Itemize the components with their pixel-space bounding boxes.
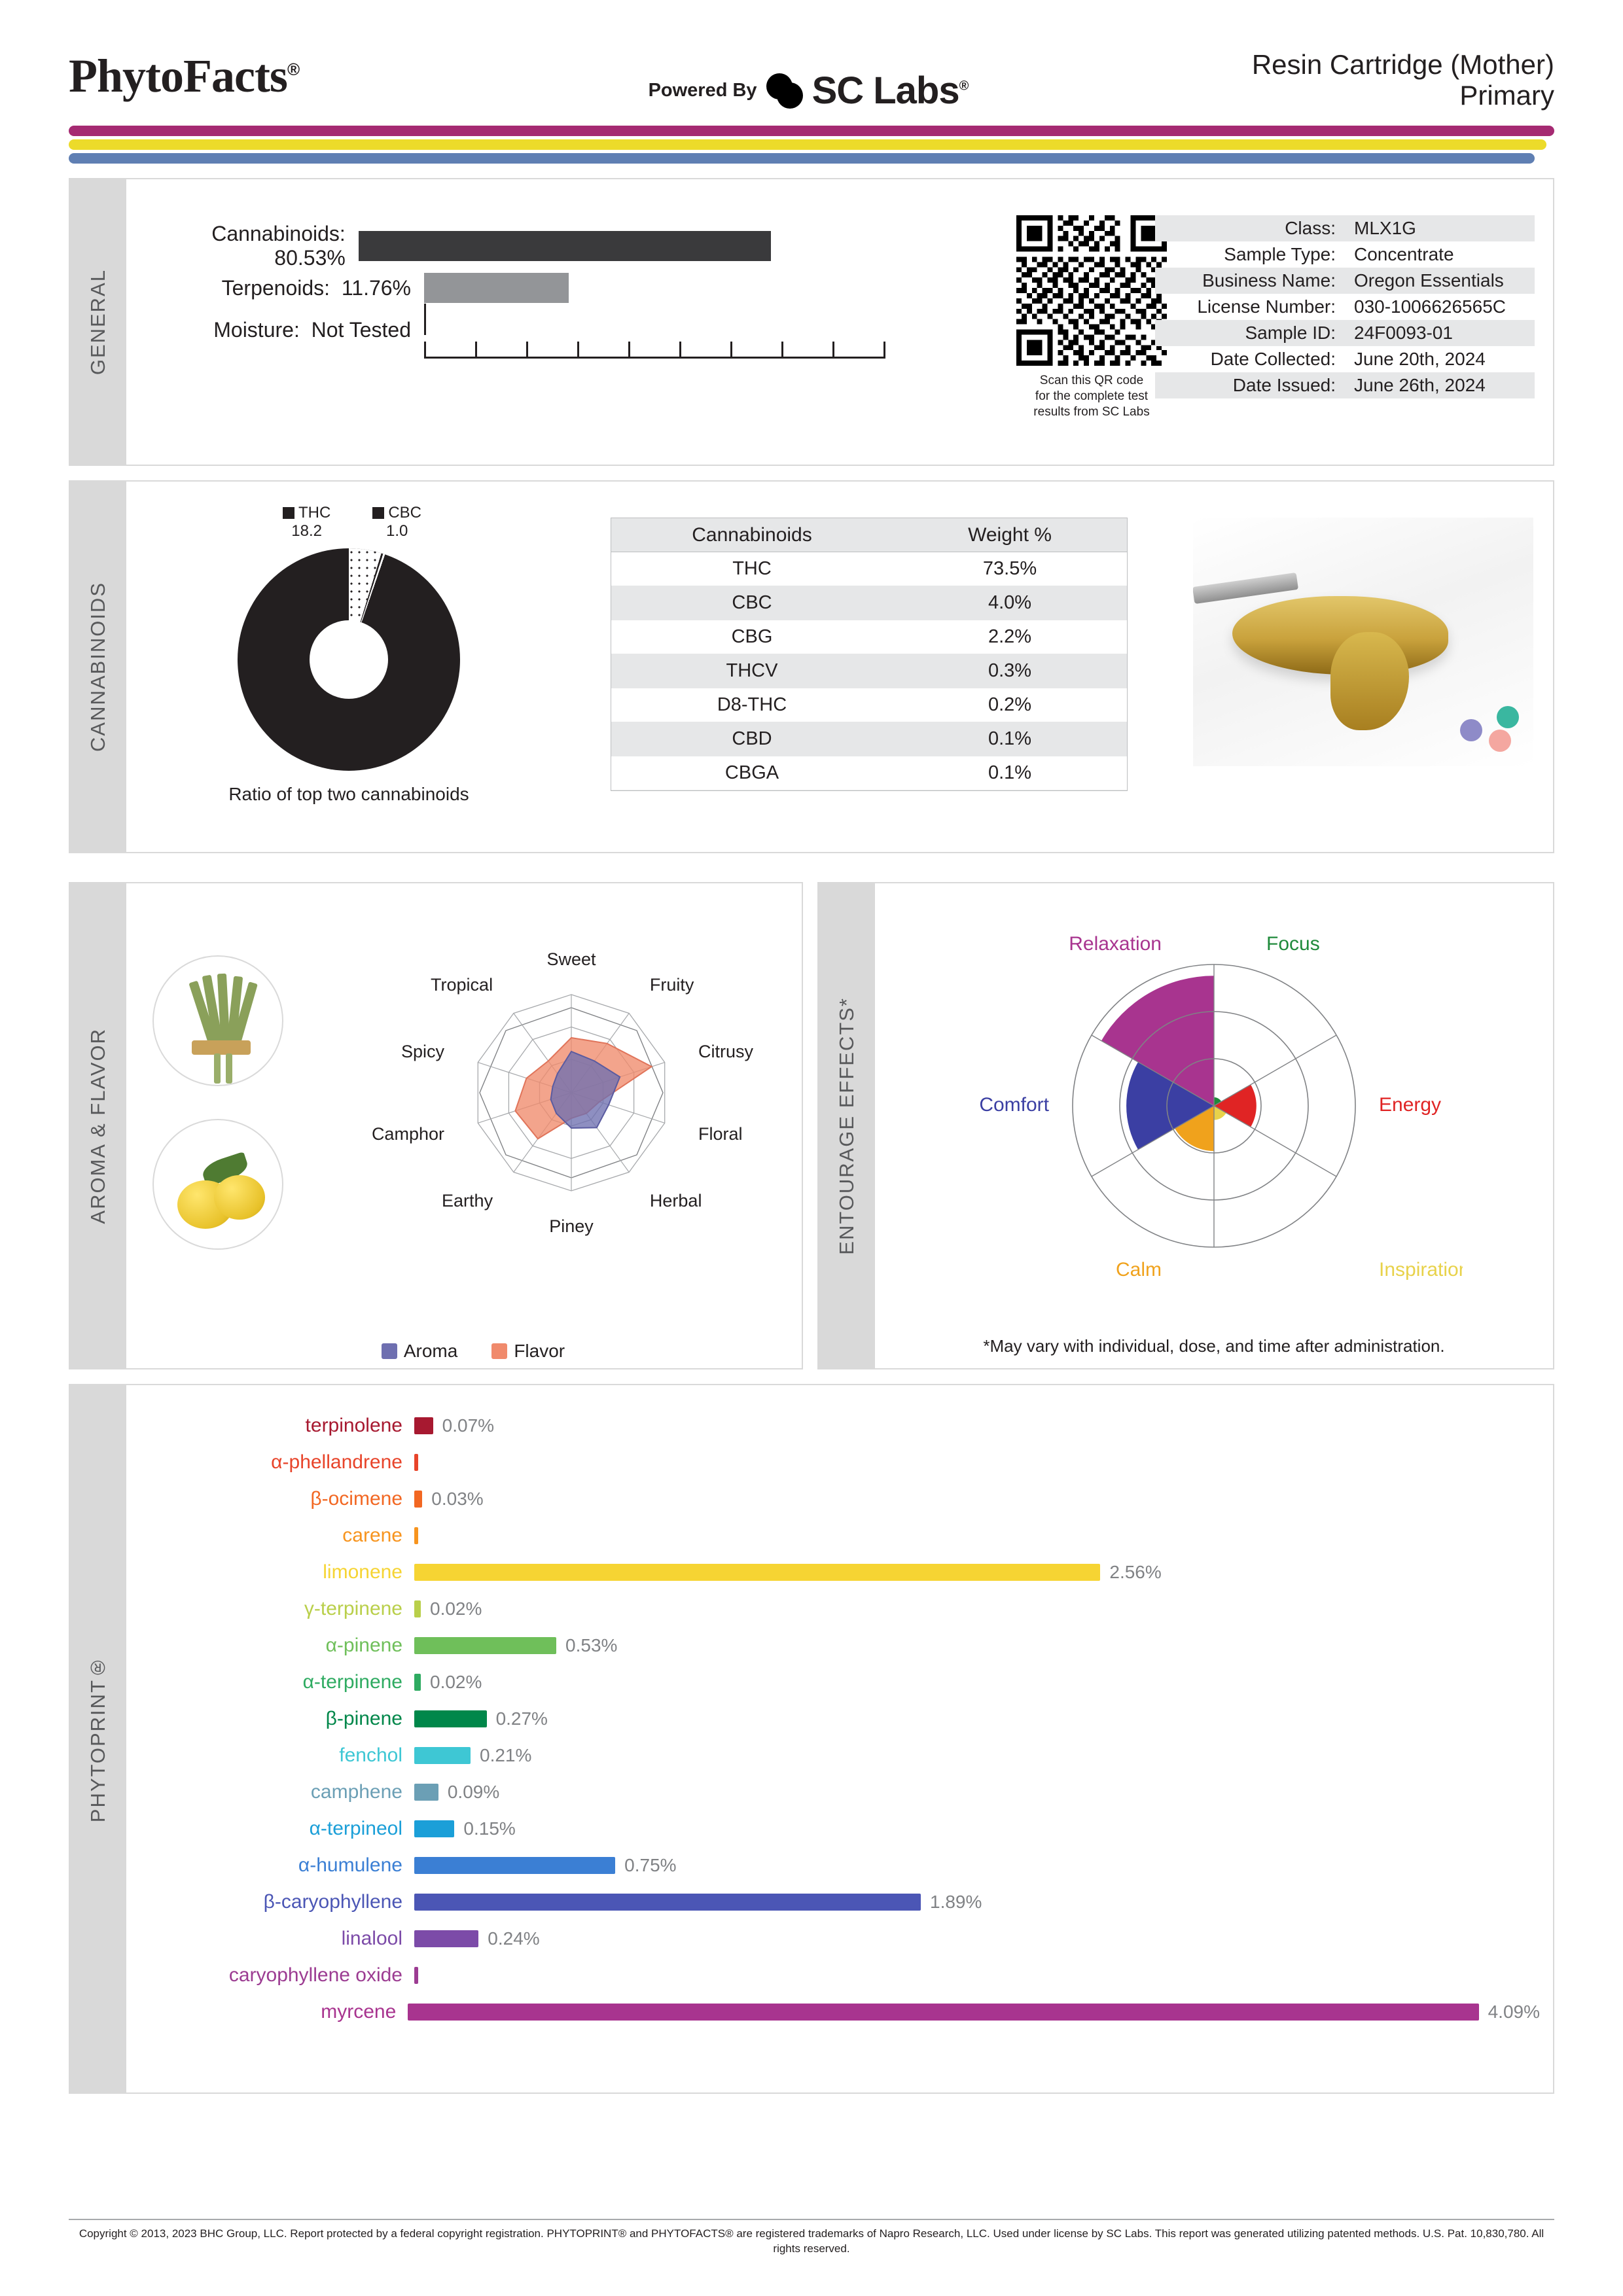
sc-labs-text: SC Labs xyxy=(812,69,959,112)
terpene-bar xyxy=(414,1491,422,1508)
donut-caption: Ratio of top two cannabinoids xyxy=(228,784,469,804)
table-row xyxy=(611,688,1127,722)
terpene-row xyxy=(126,1957,1540,1994)
metadata-row xyxy=(1155,320,1535,346)
cannabinoid-name: THCV xyxy=(726,660,778,681)
terpene-name: myrcene xyxy=(321,2001,397,2022)
terpene-name: β-ocimene xyxy=(310,1488,402,1510)
cannabinoid-weight: 0.1% xyxy=(988,728,1032,749)
phytofacts-logo xyxy=(69,49,299,103)
terpene-bar xyxy=(414,1674,421,1691)
terpene-row xyxy=(126,1737,1540,1774)
cannabinoids-total-label xyxy=(143,222,359,270)
terpene-name: α-terpinene xyxy=(302,1671,402,1693)
terpene-name: fenchol xyxy=(339,1744,402,1766)
terpene-value: 0.03% xyxy=(431,1489,484,1509)
cannabinoids-bar-wrap xyxy=(359,231,771,261)
metadata-key: Date Issued: xyxy=(1232,375,1336,395)
sc-labs-mark-icon xyxy=(766,73,806,109)
metadata-key: Class: xyxy=(1285,218,1336,238)
general-panel xyxy=(69,178,1554,466)
terpene-name: camphene xyxy=(310,1781,402,1803)
cannabinoid-weight: 4.0% xyxy=(988,592,1032,613)
terpene-name: α-pinene xyxy=(325,1634,402,1656)
legend-value-cbc: 1.0 xyxy=(385,522,408,540)
terpene-bar xyxy=(414,1894,921,1911)
general-axis xyxy=(424,335,885,359)
phytoprint-body xyxy=(126,1385,1553,2093)
metadata-row xyxy=(1155,268,1535,294)
terpene-value: 1.89% xyxy=(930,1892,982,1912)
metadata-key: License Number: xyxy=(1197,296,1336,317)
cannabinoid-name: THC xyxy=(732,558,772,579)
terpene-value: 0.02% xyxy=(430,1598,482,1619)
axis-origin-tick xyxy=(424,304,426,335)
terpene-bar xyxy=(408,2004,1478,2021)
metadata-row xyxy=(1155,215,1535,241)
terpene-value: 0.07% xyxy=(442,1415,495,1436)
stripe-yellow xyxy=(69,139,1546,150)
logo-registered-mark: ® xyxy=(287,60,300,79)
cannabinoids-total-key: Cannabinoids: xyxy=(211,222,346,245)
cannabinoid-name: CBC xyxy=(732,592,772,613)
entourage-svg xyxy=(965,923,1463,1302)
radar-axis-label: Sweet xyxy=(546,949,596,969)
terpene-bar xyxy=(414,1784,438,1801)
table-row xyxy=(611,756,1127,790)
aroma-flavor-legend xyxy=(126,1341,820,1362)
terpene-value: 0.09% xyxy=(447,1782,500,1802)
terpene-row xyxy=(126,1884,1540,1920)
footer-copyright: Copyright © 2013, 2023 BHC Group, LLC. Report protected by a federal copyright registration. PHYTOPRINT® and PHYTOFACTS® are registered trademarks of Napro Research, LLC. Used under license by SC Labs. This report was generated utilizing patented methods. U.S. Pat. 10,830,780. All rights reserved. xyxy=(69,2219,1554,2257)
terpene-row xyxy=(126,1810,1540,1847)
entourage-body xyxy=(875,883,1553,1368)
entourage-tab-label xyxy=(819,883,875,1368)
resin-blob-drip xyxy=(1330,632,1409,730)
cannabinoids-panel xyxy=(69,480,1554,853)
radar-svg xyxy=(323,910,820,1315)
metadata-key: Sample ID: xyxy=(1245,323,1336,343)
terpene-value: 0.15% xyxy=(463,1818,516,1839)
radar-axis-label: Spicy xyxy=(401,1041,444,1061)
terpene-row xyxy=(126,1407,1540,1444)
terpene-name: terpinolene xyxy=(305,1415,402,1436)
terpenoids-total-key: Terpenoids: xyxy=(221,275,330,300)
cannabinoid-weight: 73.5% xyxy=(982,558,1037,579)
entourage-tab-text: ENTOURAGE EFFECTS* xyxy=(835,997,858,1255)
general-tab-label xyxy=(70,179,126,465)
logo-text: PhytoFacts xyxy=(69,50,287,102)
legend-value-thc: 18.2 xyxy=(291,522,323,540)
terpene-row xyxy=(126,1774,1540,1810)
metadata-value: 030-1006626565C xyxy=(1354,296,1506,317)
general-row-cannabinoids xyxy=(143,222,771,270)
moisture-value: Not Tested xyxy=(311,317,411,342)
terpene-name: α-humulene xyxy=(298,1854,402,1876)
stripe-blue xyxy=(69,153,1535,164)
cannabinoid-weight: 0.2% xyxy=(988,694,1032,715)
cannabinoid-name: CBGA xyxy=(724,762,779,783)
terpene-row xyxy=(126,1701,1540,1737)
cannabinoids-tab-text: CANNABINOIDS xyxy=(86,582,109,752)
terpene-bar xyxy=(414,1747,471,1764)
cannabinoid-name: CBG xyxy=(731,626,773,647)
terpene-name: linalool xyxy=(341,1928,402,1949)
powered-by-label: Powered By xyxy=(648,80,757,101)
table-row xyxy=(611,620,1127,654)
cannabinoid-name: CBD xyxy=(732,728,772,749)
cannabinoids-body xyxy=(126,482,1553,852)
cannabinoid-name: D8-THC xyxy=(717,694,787,715)
terpene-name: caryophyllene oxide xyxy=(228,1964,402,1986)
legend-flavor xyxy=(491,1341,565,1362)
cannabinoid-weight: 0.3% xyxy=(988,660,1032,681)
color-dots-icon xyxy=(1460,706,1519,752)
terpene-row xyxy=(126,1591,1540,1627)
donut-legend-thc xyxy=(283,504,330,540)
cannabinoids-table xyxy=(611,518,1128,791)
radar-axis-label: Citrusy xyxy=(698,1041,754,1061)
legend-swatch-aroma xyxy=(382,1343,397,1359)
terpene-bar xyxy=(414,1710,487,1727)
legend-label-aroma: Aroma xyxy=(403,1341,458,1361)
metadata-row xyxy=(1155,294,1535,320)
cannabinoids-table-header-weight: Weight % xyxy=(968,523,1052,546)
sample-title-line2: Primary xyxy=(1459,80,1554,111)
moisture-key: Moisture: xyxy=(213,317,300,342)
terpene-bar xyxy=(414,1527,418,1544)
sc-labs-name xyxy=(812,69,969,113)
cannabinoid-weight: 2.2% xyxy=(988,626,1032,647)
report-header xyxy=(69,0,1554,113)
metadata-key: Business Name: xyxy=(1202,270,1336,291)
terpenoids-total-label xyxy=(143,276,424,300)
terpene-row xyxy=(126,1444,1540,1481)
terpene-name: β-caryophyllene xyxy=(263,1891,402,1913)
entourage-label: Focus xyxy=(1266,933,1320,955)
metadata-value: Concentrate xyxy=(1354,244,1454,264)
metadata-row xyxy=(1155,346,1535,372)
terpene-bar xyxy=(414,1454,418,1471)
entourage-radial-chart xyxy=(965,923,1463,1305)
color-stripes xyxy=(69,126,1554,164)
terpene-bar-list xyxy=(126,1407,1540,2030)
aroma-flavor-radar-chart xyxy=(323,910,820,1315)
terpene-value: 2.56% xyxy=(1109,1562,1162,1582)
dab-tool-shape xyxy=(1193,573,1298,604)
terpene-name: γ-terpinene xyxy=(304,1598,402,1619)
aroma-tab-label xyxy=(70,883,126,1368)
sample-title-line1: Resin Cartridge (Mother) xyxy=(1251,49,1554,80)
qr-caption: Scan this QR code for the complete test results from SC Labs xyxy=(1033,374,1150,419)
terpene-row xyxy=(126,1517,1540,1554)
terpene-value: 0.75% xyxy=(624,1855,677,1875)
terpenoids-total-value: 11.76% xyxy=(341,275,411,300)
radar-axis-label: Piney xyxy=(549,1216,594,1236)
general-bars xyxy=(143,222,771,351)
general-row-terpenoids xyxy=(143,267,771,309)
radar-axis-label: Herbal xyxy=(649,1191,702,1211)
cannabinoids-table-header-name: Cannabinoids xyxy=(692,523,812,546)
metadata-value: Oregon Essentials xyxy=(1354,270,1504,291)
terpene-row xyxy=(126,1847,1540,1884)
terpene-value: 4.09% xyxy=(1488,2002,1540,2022)
terpene-name: β-pinene xyxy=(325,1708,402,1729)
legend-swatch-flavor xyxy=(491,1343,507,1359)
aroma-tab-text: AROMA & FLAVOR xyxy=(86,1027,109,1224)
entourage-label: Relaxation xyxy=(1069,933,1162,955)
qr-code-svg[interactable] xyxy=(1016,215,1167,366)
terpene-value: 0.53% xyxy=(565,1635,618,1655)
stripe-magenta xyxy=(69,126,1554,136)
entourage-effects-panel xyxy=(817,882,1554,1369)
cannabinoids-total-value: 80.53% xyxy=(274,246,346,270)
terpene-bar xyxy=(414,1857,615,1874)
cannabinoid-weight: 0.1% xyxy=(988,762,1032,783)
entourage-label: Energy xyxy=(1379,1094,1442,1116)
metadata-value: 24F0093-01 xyxy=(1354,323,1454,343)
legend-label-cbc: CBC xyxy=(388,504,421,521)
metadata-row xyxy=(1155,372,1535,398)
table-row xyxy=(611,586,1127,620)
terpene-bar xyxy=(414,1637,556,1654)
lemon-image xyxy=(152,1119,283,1250)
entourage-note: *May vary with individual, dose, and time after administration. xyxy=(983,1336,1445,1356)
table-row xyxy=(611,722,1127,756)
donut-hole xyxy=(310,620,388,699)
terpene-name: carene xyxy=(342,1525,402,1546)
metadata-value: MLX1G xyxy=(1354,218,1416,238)
table-row xyxy=(611,654,1127,688)
sample-photo xyxy=(1193,518,1533,766)
terpene-value: 0.27% xyxy=(495,1708,548,1729)
general-body xyxy=(126,179,1553,465)
cannabinoids-bar xyxy=(359,231,771,261)
legend-swatch-thc xyxy=(283,507,294,519)
radar-axis-label: Floral xyxy=(698,1124,743,1144)
terpene-bar xyxy=(414,1564,1100,1581)
terpene-row xyxy=(126,1994,1540,2030)
donut-legend xyxy=(172,504,532,540)
phytoprint-tab-text: PHYTOPRINT® xyxy=(86,1655,109,1823)
axis-line xyxy=(424,357,885,359)
aroma-entourage-row xyxy=(69,868,1554,1369)
table-row xyxy=(611,552,1127,586)
metadata-value: June 20th, 2024 xyxy=(1354,349,1486,369)
phytoprint-tab-label xyxy=(70,1385,126,2093)
terpene-value: 0.02% xyxy=(430,1672,482,1692)
radar-axis-label: Fruity xyxy=(649,974,694,995)
terpene-row xyxy=(126,1664,1540,1701)
terpene-row xyxy=(126,1481,1540,1517)
metadata-key: Sample Type: xyxy=(1224,244,1336,264)
terpene-name: α-terpineol xyxy=(309,1818,402,1839)
cannabinoids-table-header xyxy=(611,518,1127,552)
cannabinoids-tab-label xyxy=(70,482,126,852)
terpene-bar xyxy=(414,1820,454,1837)
sc-labs-registered-mark: ® xyxy=(959,79,969,94)
legend-aroma xyxy=(382,1341,457,1362)
terpene-value: 0.24% xyxy=(488,1928,540,1949)
legend-label-flavor: Flavor xyxy=(514,1341,565,1361)
terpene-row xyxy=(126,1554,1540,1591)
donut-legend-cbc xyxy=(372,504,421,540)
aroma-flavor-panel xyxy=(69,882,803,1369)
metadata-row xyxy=(1155,241,1535,268)
botanical-images xyxy=(152,955,283,1250)
radar-axis-label: Tropical xyxy=(431,974,493,995)
terpene-bar xyxy=(414,1417,433,1434)
sc-labs-logo xyxy=(766,69,969,113)
metadata-value: June 26th, 2024 xyxy=(1354,375,1486,395)
entourage-slice xyxy=(1214,1085,1257,1127)
entourage-label: Comfort xyxy=(979,1094,1049,1116)
terpene-row xyxy=(126,1627,1540,1664)
terpenoids-bar-wrap xyxy=(424,273,771,303)
entourage-label: Inspiration xyxy=(1379,1259,1463,1280)
terpenoids-bar xyxy=(424,273,569,303)
qr-code[interactable] xyxy=(1016,215,1167,366)
donut-chart xyxy=(238,548,460,771)
aroma-body xyxy=(126,883,802,1368)
terpene-bar xyxy=(414,1967,418,1984)
metadata-key: Date Collected: xyxy=(1210,349,1336,369)
phytoprint-panel xyxy=(69,1384,1554,2094)
herb-bundle-image xyxy=(152,955,283,1086)
radar-axis-label: Camphor xyxy=(371,1124,444,1144)
general-tab-text: GENERAL xyxy=(86,268,109,376)
terpene-row xyxy=(126,1920,1540,1957)
entourage-label: Calm xyxy=(1115,1259,1162,1280)
legend-label-thc: THC xyxy=(298,504,331,521)
legend-swatch-cbc xyxy=(372,507,384,519)
terpene-bar xyxy=(414,1930,478,1947)
sample-title xyxy=(1252,49,1554,111)
cannabinoid-ratio-chart xyxy=(166,504,532,805)
powered-by-block xyxy=(649,69,969,113)
terpene-name: α-phellandrene xyxy=(271,1451,402,1473)
terpene-bar xyxy=(414,1600,421,1617)
terpene-value: 0.21% xyxy=(480,1745,532,1765)
radar-axis-label: Earthy xyxy=(442,1191,493,1211)
terpene-name: limonene xyxy=(323,1561,402,1583)
sample-metadata-table xyxy=(1155,215,1535,398)
moisture-label xyxy=(143,318,424,342)
